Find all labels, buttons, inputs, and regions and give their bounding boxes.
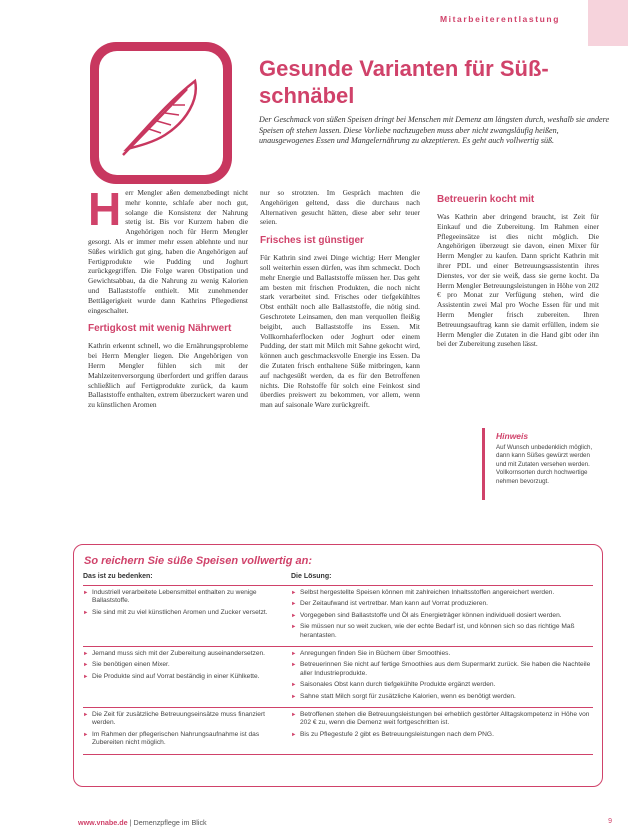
table-row: [83, 586, 593, 647]
feather-icon: [99, 51, 223, 175]
list-item: ► Selbst hergestellte Speisen können mit zahlreichen Inhaltsstoffen angereichert werden.: [291, 589, 593, 597]
list-item: ► Jemand muss sich mit der Zubereitung auseinandersetzen.: [83, 650, 287, 658]
hint-box: [482, 428, 603, 500]
col1-paragraph-2: Kathrin erkennt schnell, wo die Ernährungsprobleme bei Herrn Mengler liegen. Die Angehörigen von Herrn Mengler fühlen sich mit der Mahlzeitenversorgung überfordert und griffen daraus schließlich auf Fertigprodukte zurück, da kaum Ballaststoffe enthalten, extrem überzuckert waren und zu künstlichen Aromen: [88, 341, 248, 410]
header-problem: Das ist zu bedenken:: [83, 573, 153, 580]
table-row: [83, 647, 593, 708]
article-lead: Der Geschmack von süßen Speisen dringt bei Menschen mit Demenz am längsten durch, weshalb sie andere Speisen oft stehen lassen. Diese Vorliebe nachzugeben muss aber nicht zwangsläufig heißen, unausgewogenes Essen und Mangelernährung zu akzeptieren. Es geht auch vollwertig süß.: [259, 115, 610, 145]
list-item: ► Betreuerinnen Sie nicht auf fertige Smoothies aus dem Supermarkt zurück. Sie haben die Nachteile aller Industrieprodukte.: [291, 661, 593, 678]
col2-subheading: Frisches ist günstiger: [260, 235, 364, 247]
column-1: [88, 183, 248, 410]
section-tag: Mitarbeiterentlastung: [439, 14, 560, 24]
list-item: ► Betroffenen stehen die Betreuungsleistungen bei erheblich gestörter Alltagskompetenz in Höhe von 202 € zu, wenn die Demenz weit fortgeschritten ist.: [291, 711, 593, 728]
list-item: ► Sie benötigen einen Mixer.: [83, 661, 287, 669]
article-title: Gesunde Varianten für Süß-schnäbel: [259, 56, 549, 108]
col3-subheading: Betreuerin kocht mit: [437, 194, 535, 205]
list-item: ► Der Zeitaufwand ist vertretbar. Man kann auf Vorrat produzieren.: [291, 600, 593, 608]
list-item: ► Die Produkte sind auf Vorrat beständig in einer Kühlkette.: [83, 673, 287, 681]
info-box-title: So reichern Sie süße Speisen vollwertig an:: [84, 555, 313, 567]
drop-cap: H: [88, 183, 122, 235]
footer-text: | Demenzpflege im Blick: [129, 818, 207, 827]
footer: [78, 818, 207, 827]
logo-box: [90, 42, 232, 184]
footer-site: www.vnabe.de: [78, 818, 128, 827]
solution-cell: [291, 708, 593, 754]
list-item: ► Im Rahmen der pflegerischen Nahrungsaufnahme ist das Zubereiten nicht möglich.: [83, 731, 287, 748]
info-table-header: [83, 573, 593, 586]
info-table: [83, 573, 593, 755]
column-2: [260, 188, 420, 410]
hint-text: Auf Wunsch unbedenklich möglich, dann kann Süßes gewürzt werden und mit Zutaten versehen werden. Vollkornsorten durch hochwertige nehmen bevorzugt.: [496, 444, 593, 485]
column-3: [437, 194, 599, 349]
list-item: ► Bis zu Pflegestufe 2 gibt es Betreuungsleistungen nach dem PNG.: [291, 731, 593, 739]
list-item: ► Vorgegeben sind Ballaststoffe und Öl als Energieträger können individuell dosiert werden.: [291, 612, 593, 620]
hint-title: Hinweis: [496, 431, 529, 441]
col3-paragraph-1: Was Kathrin aber dringend braucht, ist Zeit für Einkauf und die Zubereitung. Im Rahmen einer Pflegeeinsätze ist dies nicht möglich. Die Angehörigen überzeugt sie davon, einen Mixer für Herrn Mengler zu kaufen. Dann spricht Kathrin mit ihrer PDL und einer Betreuungsassistentin ihres Dienstes, vor der sie weiß, dass sie gerne kocht. Da Herrn Mengler Betreuungsleistungen in Höhe von 202 € pro Monat zur Verfügung stehen, wird die Assistentin zwei Mal pro Woche Essen für und mit Herrn Mengler frisch zubereiten. Ihren Betreuungsauftrag kann sie damit erfüllen, indem sie Herrn Mengler die Zutaten in die Hand gibt oder ihn bei der Zubereitung zusehen lässt.: [437, 212, 599, 349]
col2-paragraph-2: Für Kathrin sind zwei Dinge wichtig: Herr Mengler soll weiterhin essen dürfen, was ihm schmeckt. Doch mehr Energie und Ballaststoffe müssen her. Das geht am besten mit frischen Produkten, die noch nicht stark verarbeitet sind. Frisches oder tiefgekühltes Obst enthält noch alle Ballaststoffe, die nötig sind. Geschrotete Leinsamen, den man verquollen fleißig beigibt, auch Ballaststoffe ins Essen. Mit Vollkornhaferflocken oder Joghurt oder einem Pudding, der statt mit Milch mit Sahne gekocht wird, können auch geschmacksvolle Energie ins Essen. Da die Zutaten frisch enthaltene Süße mitbringen, kann auf nachgesüßt werden, da es für den Betroffenen nichts. Die Rohstoffe für solch eine Feinkost sind überdies preiswert zu bekommen, vor allem, wenn man auf saisonale Ware zurückgreift.: [260, 253, 420, 410]
list-item: ► Sie müssen nur so weit zucken, wie der echte Bedarf ist, und können sich so das richtige Maß herantasten.: [291, 623, 593, 640]
corner-accent: [588, 0, 628, 46]
col1-subheading: Fertigkost mit wenig Nährwert: [88, 323, 232, 335]
list-item: ► Sie sind mit zu viel künstlichen Aromen und Zucker versetzt.: [83, 609, 287, 617]
problem-cell: [83, 708, 291, 754]
problem-cell: [83, 647, 291, 707]
info-box: [73, 544, 603, 787]
list-item: ► Die Zeit für zusätzliche Betreuungseinsätze muss finanziert werden.: [83, 711, 287, 728]
info-table-body: [83, 586, 593, 755]
list-item: ► Anregungen finden Sie in Büchern über Smoothies.: [291, 650, 593, 658]
list-item: ► Sahne statt Milch sorgt für zusätzliche Kalorien, wenn es benötigt werden.: [291, 693, 593, 701]
problem-cell: [83, 586, 291, 646]
col1-paragraph-1: err Mengler aßen demenzbedingt nicht mehr konnte, schlafe aber noch gut, solange die Konsistenz der Nahrung stetig ist. Bis vor Kurzem haben die Angehörigen noch für Herrn Mengler gesorgt. Als er immer mehr essen ablehnte und nur Süßes wirklich gut ging, haben die Angehörigen auf Fertigprodukte wie Pudding und Joghurt zurückgegriffen. Die Folge waren Obstipation und Gewichtsabbau, da die Nahrung zu wenig Kalorien und Ballaststoffe enthielt. Mit zunehmender Bettlägerigkeit wurde dann Kathrins Pflegedienst eingeschaltet.: [88, 188, 248, 315]
solution-cell: [291, 586, 593, 646]
col2-paragraph-1: nur so strotzten. Im Gespräch machten die Angehörigen geltend, dass die durchaus nach Alternativen gesucht hätten, diese aber sehr teuer seien.: [260, 188, 420, 227]
header-solution: Die Lösung:: [291, 573, 332, 580]
list-item: ► Industriell verarbeitete Lebensmittel enthalten zu wenige Ballaststoffe.: [83, 589, 287, 606]
table-row: [83, 708, 593, 755]
page-number: 9: [608, 818, 612, 825]
solution-cell: [291, 647, 593, 707]
list-item: ► Saisonales Obst kann durch tiefgekühlte Produkte ergänzt werden.: [291, 681, 593, 689]
